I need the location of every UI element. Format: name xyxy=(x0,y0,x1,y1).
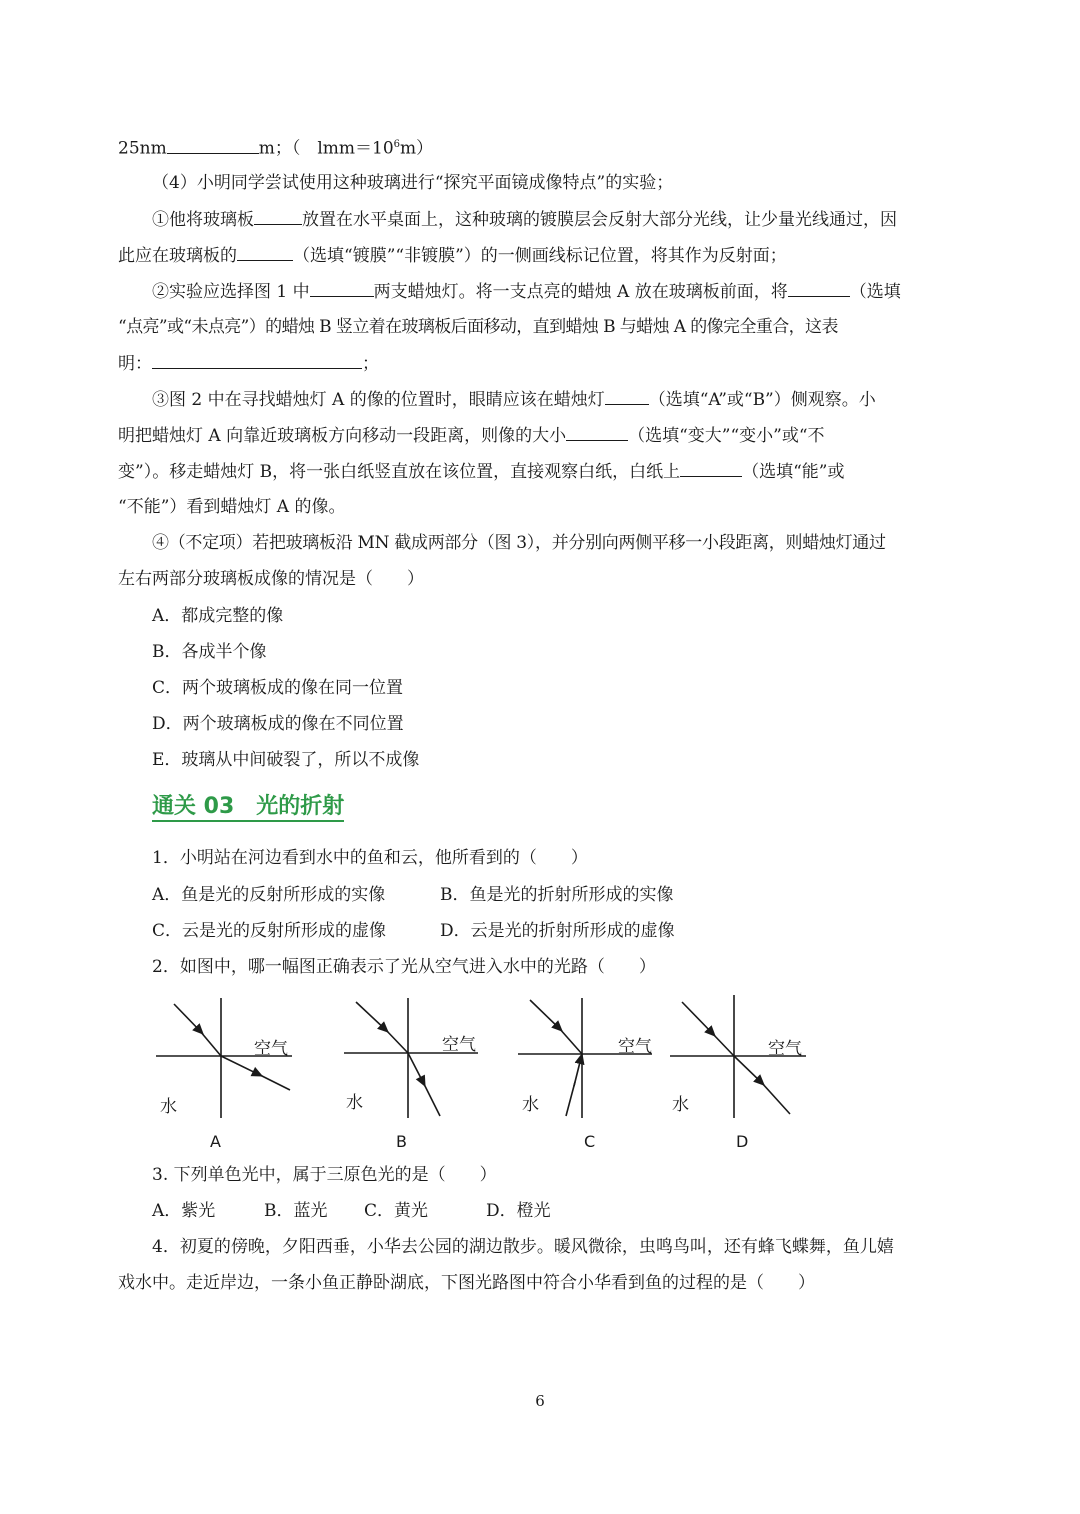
option-c[interactable]: C．云是光的反射所形成的虚像 xyxy=(152,921,387,941)
text: ； xyxy=(362,354,379,374)
panel-label-a: A xyxy=(210,1132,221,1151)
answer-blank[interactable] xyxy=(152,351,362,369)
answer-blank[interactable] xyxy=(237,243,293,261)
answer-blank[interactable] xyxy=(788,279,850,297)
text: （选填“变大”“变小”或“不 xyxy=(628,426,825,446)
water-label: 水 xyxy=(672,1095,689,1115)
option-e[interactable]: E．玻璃从中间破裂了，所以不成像 xyxy=(152,750,420,770)
text: （选填“镀膜”“非镀膜”）的一侧画线标记位置，将其作为反射面； xyxy=(293,246,787,266)
answer-blank[interactable] xyxy=(254,207,302,225)
subquestion-4-line2: 左右两部分玻璃板成像的情况是（ ） xyxy=(118,569,424,589)
unit-text: m；（ xyxy=(258,138,301,159)
water-label: 水 xyxy=(160,1097,177,1117)
answer-blank[interactable] xyxy=(167,136,259,154)
text: 明把蜡烛灯 A 向靠近玻璃板方向移动一段距离，则像的大小 xyxy=(118,426,567,446)
page-number: 6 xyxy=(535,1392,545,1410)
subquestion-2-line2: “点亮”或“未点亮”）的蜡烛 B 竖立着在玻璃板后面移动，直到蜡烛 B 与蜡烛 A 的像完全重合，这表 xyxy=(118,317,838,337)
answer-blank[interactable] xyxy=(566,423,628,441)
text: 变”）。移走蜡烛灯 B，将一张白纸竖直放在该位置，直接观察白纸，白纸上 xyxy=(118,462,681,482)
unit-conversion-line xyxy=(118,133,968,161)
option-a[interactable]: A．都成完整的像 xyxy=(152,606,284,626)
text: ③图 2 中在寻找蜡烛灯 A 的像的位置时，眼睛应该在蜡烛灯 xyxy=(152,390,605,410)
water-label: 水 xyxy=(346,1093,363,1113)
text: （选填“能”或 xyxy=(742,462,845,482)
section-number: 通关 03 xyxy=(152,794,235,819)
answer-blank[interactable] xyxy=(605,387,649,405)
air-label: 空气 xyxy=(768,1039,802,1059)
problem-3-options xyxy=(152,1199,968,1223)
text: （选填 xyxy=(849,282,901,302)
diagram-b[interactable] xyxy=(344,998,478,1118)
option-a[interactable]: A．紫光 xyxy=(152,1201,216,1221)
problem-4-line1: 4．初夏的傍晚，夕阳西垂，小华去公园的湖边散步。暖风微徐，虫鸣鸟叫，还有蜂飞蝶舞，鱼儿嬉 xyxy=(152,1237,894,1257)
subquestion-2-line1 xyxy=(152,279,968,304)
problem-4-line2: 戏水中。走近岸边，一条小鱼正静卧湖底，下图光路图中符合小华看到鱼的过程的是（ ） xyxy=(118,1273,815,1293)
air-label: 空气 xyxy=(442,1035,476,1055)
conversion-exponent: 6 xyxy=(393,139,401,150)
text: 此应在玻璃板的 xyxy=(118,246,237,266)
conversion-tail: m） xyxy=(400,138,434,159)
problem-2-stem: 2．如图中，哪一幅图正确表示了光从空气进入水中的光路（ ） xyxy=(152,957,656,977)
subquestion-1-line2 xyxy=(118,243,968,268)
subquestion-3-line2 xyxy=(118,423,968,448)
conversion-text: lmm＝10 xyxy=(317,138,394,159)
water-label: 水 xyxy=(522,1095,539,1115)
air-label: 空气 xyxy=(254,1039,288,1059)
subquestion-2-line3 xyxy=(118,351,968,376)
option-d[interactable]: D．两个玻璃板成的像在不同位置 xyxy=(152,714,404,734)
option-b[interactable]: B．蓝光 xyxy=(264,1201,328,1221)
option-c[interactable]: C．黄光 xyxy=(364,1201,429,1221)
unit-prefix: 25nm xyxy=(118,138,167,159)
section-title: 光的折射 xyxy=(256,794,345,819)
panel-label-d: D xyxy=(736,1132,749,1151)
subquestion-3-line3 xyxy=(118,459,968,484)
text: ②实验应选择图 1 中 xyxy=(152,282,310,302)
text: 明： xyxy=(118,354,152,374)
answer-blank[interactable] xyxy=(310,279,374,297)
option-b[interactable]: B．各成半个像 xyxy=(152,642,267,662)
problem-1-options-row1 xyxy=(152,883,968,907)
text: 放置在水平桌面上，这种玻璃的镀膜层会反射大部分光线，让少量光线通过，因 xyxy=(302,210,897,230)
problem-3-stem: 3. 下列单色光中，属于三原色光的是（ ） xyxy=(152,1165,497,1185)
panel-label-b: B xyxy=(396,1132,407,1151)
option-d[interactable]: D．云是光的折射所形成的虚像 xyxy=(440,921,675,941)
subquestion-1-line1 xyxy=(152,207,968,232)
panel-label-c: C xyxy=(584,1132,596,1151)
question-4-intro: （4）小明同学尝试使用这种玻璃进行“探究平面镜成像特点”的实验； xyxy=(152,173,674,193)
subquestion-3-line1 xyxy=(152,387,968,412)
text: 两支蜡烛灯。将一支点亮的蜡烛 A 放在玻璃板前面，将 xyxy=(373,282,788,302)
text: （选填“A”或“B”）侧观察。小 xyxy=(648,390,876,410)
problem-1-options-row2 xyxy=(152,919,968,943)
problem-1-stem: 1．小明站在河边看到水中的鱼和云，他所看到的（ ） xyxy=(152,848,588,868)
answer-blank[interactable] xyxy=(680,459,742,477)
option-c[interactable]: C．两个玻璃板成的像在同一位置 xyxy=(152,678,404,698)
text: ①他将玻璃板 xyxy=(152,210,254,230)
subquestion-4-line1: ④（不定项）若把玻璃板沿 MN 截成两部分（图 3），并分别向两侧平移一小段距离，则蜡烛灯通过 xyxy=(152,533,886,553)
subquestion-3-line4: “不能”）看到蜡烛灯 A 的像。 xyxy=(118,497,346,517)
option-d[interactable]: D．橙光 xyxy=(486,1201,551,1221)
section-heading xyxy=(152,792,344,822)
air-label: 空气 xyxy=(618,1037,652,1057)
option-b[interactable]: B．鱼是光的折射所形成的实像 xyxy=(440,885,674,905)
refraction-diagrams xyxy=(140,990,820,1160)
option-a[interactable]: A．鱼是光的反射所形成的实像 xyxy=(152,885,386,905)
